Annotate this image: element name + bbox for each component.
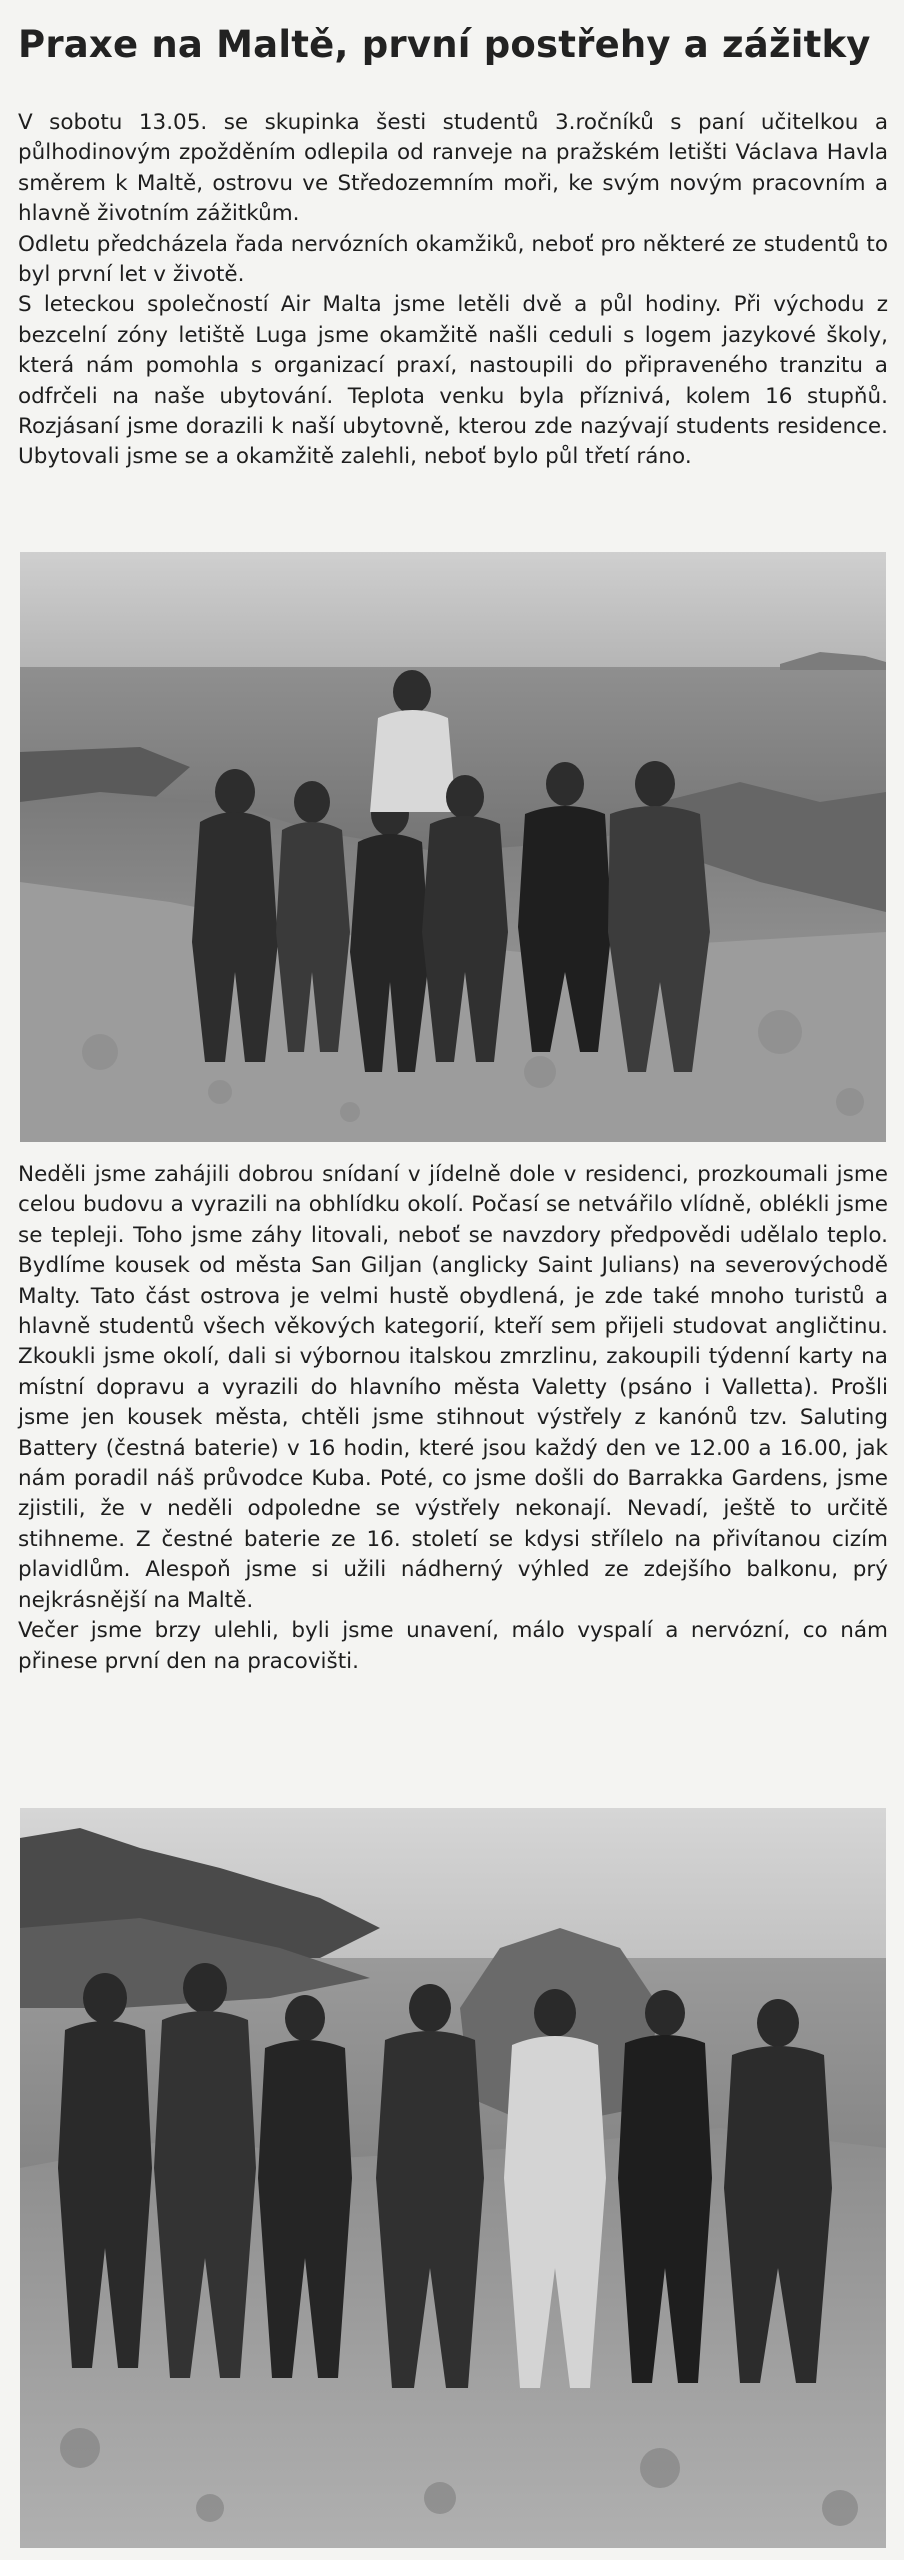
intro-paragraph: S leteckou společností Air Malta jsme letěli dvě a půl hodiny. Při východu z bezcelní zóny letiště Luga jsme okamžitě našli ceduli s logem jazykové školy, která nám pomohla s organizací praxí, nastoupili do připraveného tranzitu a odfrčeli na naše ubytování. Teplota venku byla příznivá, kolem 16 stupňů. Rozjásaní jsme dorazili k naší ubytovně, kterou zde nazývají students residence. Ubytovali jsme se a okamžitě zalehli, neboť bylo půl třetí ráno. — [18, 292, 888, 470]
group-photo-seashore — [20, 552, 886, 1142]
body-paragraph: Večer jsme brzy ulehli, byli jsme unavení, málo vyspalí a nervózní, co nám přinese první den na pracovišti. — [18, 1618, 888, 1674]
intro-paragraph: Odletu předcházela řada nervózních okamžiků, neboť pro některé ze studentů to byl první let v životě. — [18, 231, 888, 288]
photo-seashore-image — [20, 552, 886, 1142]
intro-paragraph: V sobotu 13.05. se skupinka šesti studentů 3.ročníků s paní učitelkou a půlhodinovým zpožděním odlepila od ranveje na pražském letišti Václava Havla směrem k Maltě, ostrovu ve Středozemním moři, ke svým novým pracovním a hlavně životním zážitkům. — [18, 110, 888, 227]
group-photo-coast — [20, 1808, 886, 2548]
photo-coast-image — [20, 1808, 886, 2548]
body-paragraph: Neděli jsme zahájili dobrou snídaní v jídelně dole v residenci, prozkoumali jsme celou budovu a vyrazili na obhlídku okolí. Počasí se netvářilo vlídně, oblékli jsme se tepleji. Toho jsme záhy litovali, neboť se navzdory předpovědi udělalo teplo. Bydlíme kousek od města San Giljan (anglicky Saint Julians) na severovýchodě Malty. Tato část ostrova je velmi hustě obydlená, je zde také mnoho turistů a hlavně studentů všech věkových kategorií, kteří sem přijeli studovat angličtinu. Zkoukli jsme okolí, dali si výbornou italskou zmrzlinu, zakoupili týdenní karty na místní dopravu a vyrazili do hlavního města Valetty (psáno i Valletta). Prošli jsme jen kousek města, chtěli jsme stihnout výstřely z kanónů tzv. Saluting Battery (čestná baterie) v 16 hodin, které jsou každý den ve 12.00 a 16.00, jak nám poradil náš průvodce Kuba. Poté, co jsme došli do Barrakka Gardens, jsme zjistili, že v neděli odpoledne se výstřely nekonají. Nevadí, ještě to určitě stihneme. Z čestné baterie ze 16. století se kdysi střílelo na přivítanou cizím plavidlům. Alespoň jsme si užili nádherný výhled ze zdejšího balkonu, prý nejkrásnější na Maltě. — [18, 1162, 888, 1613]
article-title: Praxe na Maltě, první postřehy a zážitky — [18, 23, 871, 66]
intro-text — [18, 108, 888, 473]
body-text — [18, 1160, 888, 1677]
